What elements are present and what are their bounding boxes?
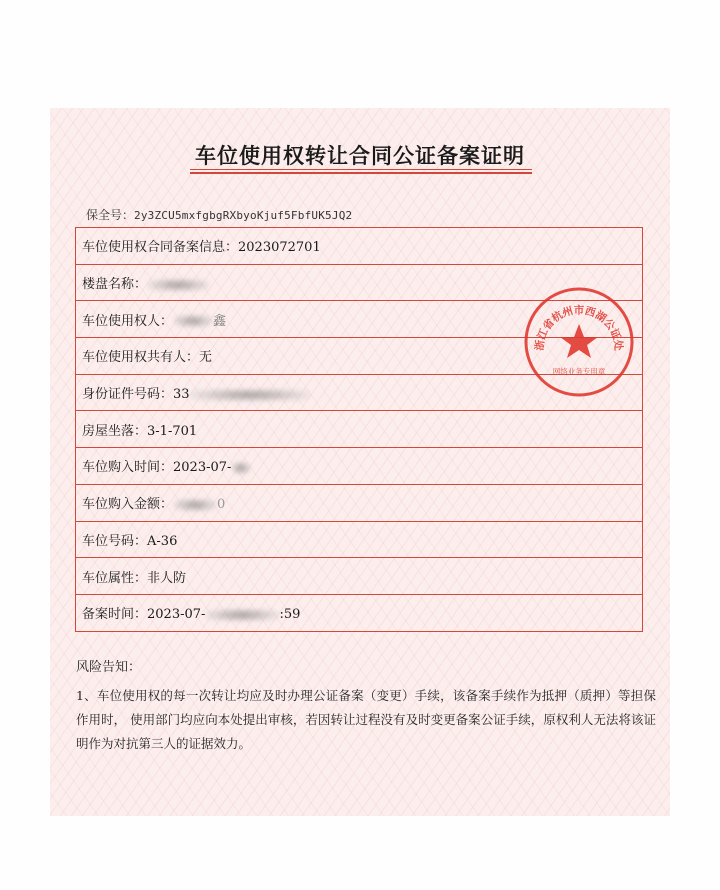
row-label: 身份证件号码： (82, 387, 174, 403)
row-label: 车位属性： (82, 570, 148, 586)
redacted-value (173, 314, 213, 328)
row-purchase-time (76, 448, 643, 485)
redacted-value (190, 388, 310, 402)
serial-value: 2y3ZCU5mxfgbgRXbyoKjuf5FbfUK5JQ2 (134, 209, 353, 222)
row-label: 车位购入金额： (82, 497, 174, 513)
row-value: 2023-07- (173, 460, 232, 476)
row-label: 车位号码： (82, 533, 148, 549)
row-value: 2023-07- (147, 607, 206, 623)
row-label: 车位使用权人： (82, 313, 174, 329)
table-row (76, 411, 643, 448)
row-contract-record (76, 228, 643, 265)
row-label: 车位购入时间： (82, 460, 174, 476)
row-value: 33 (173, 387, 190, 403)
row-value: 无 (199, 350, 213, 366)
table-row (76, 521, 643, 558)
risk-title: 风险告知： (76, 660, 142, 675)
row-value-suffix: 0 (217, 497, 226, 513)
row-label: 房屋坐落： (82, 423, 148, 439)
row-value-suffix: 鑫 (213, 313, 227, 329)
row-value: 3-1-701 (147, 423, 198, 439)
row-label: 车位使用权共有人： (82, 350, 200, 366)
redacted-value (147, 278, 209, 292)
row-value: 非人防 (147, 570, 187, 586)
row-label: 车位使用权合同备案信息： (82, 240, 239, 256)
row-purchase-amount (76, 484, 643, 521)
risk-text: 1、车位使用权的每一次转让均应及时办理公证备案（变更）手续，该备案手续作为抵押（质押）等担保作用时， 使用部门均应向本处提出审核，若因转让过程没有及时变更备案公证手续，原权利人无法将该证明作为对抗第三人的证据效力。 (76, 688, 656, 751)
seal-star-icon (560, 324, 598, 358)
title-underline-thick (190, 172, 532, 174)
table-row (76, 228, 643, 265)
seal-arc-text: 浙江省杭州市西湖公证处 (533, 304, 625, 352)
table-row (76, 558, 643, 595)
row-label: 备案时间： (82, 607, 148, 623)
row-address (76, 411, 643, 448)
table-row (76, 484, 643, 521)
redacted-value (173, 498, 217, 512)
serial-label: 保全号： (86, 208, 135, 222)
redacted-value (231, 461, 251, 475)
row-record-time (76, 594, 643, 631)
row-label: 楼盘名称： (82, 277, 148, 293)
redacted-value (205, 608, 279, 622)
notary-seal (523, 286, 635, 398)
row-value-suffix: :59 (279, 607, 301, 623)
title-underline (190, 169, 532, 170)
table-row (76, 594, 643, 631)
row-value: A-36 (147, 533, 178, 549)
table-row (76, 448, 643, 485)
row-parking-number (76, 521, 643, 558)
row-parking-attribute (76, 558, 643, 595)
document-title: 车位使用权转让合同公证备案证明 (195, 143, 525, 168)
serial-number (86, 206, 352, 223)
row-value: 2023072701 (238, 240, 321, 256)
seal-bottom-text: 网络业务专用章 (552, 367, 606, 376)
